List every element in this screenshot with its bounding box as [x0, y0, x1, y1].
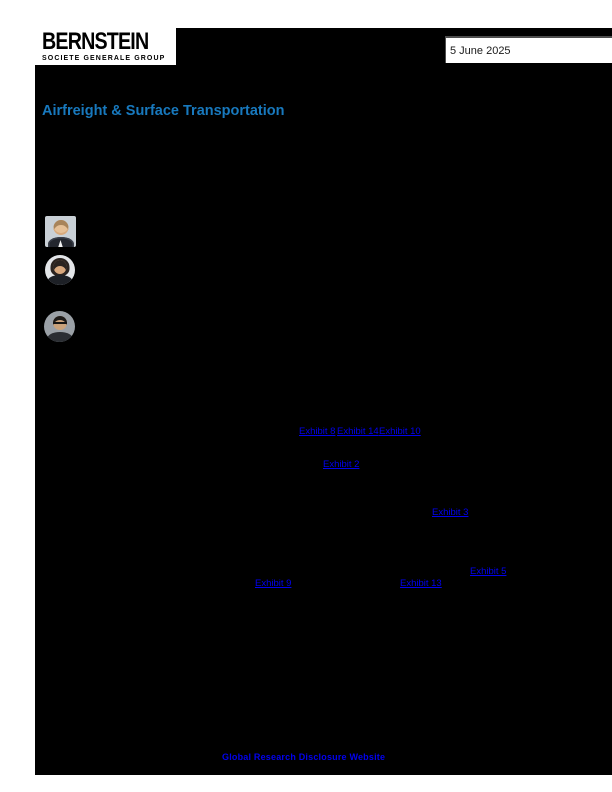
- report-title: Airfreight & Surface Transportation: [42, 103, 285, 119]
- exhibit-link-9[interactable]: Exhibit 9: [255, 578, 292, 589]
- exhibit-link-10[interactable]: Exhibit 10: [379, 426, 421, 437]
- publication-date-box: [445, 36, 612, 63]
- avatar-face-icon: [53, 220, 68, 235]
- exhibit-link-14[interactable]: Exhibit 14: [337, 426, 379, 437]
- exhibit-link-5[interactable]: Exhibit 5: [470, 566, 507, 577]
- report-body-redacted: [35, 28, 612, 775]
- exhibit-link-3[interactable]: Exhibit 3: [432, 507, 469, 518]
- brand-name: BERNSTEIN: [42, 28, 149, 55]
- analyst-avatar-1: [45, 216, 76, 247]
- brand-logo: [35, 28, 176, 65]
- avatar-glasses-icon: [53, 322, 67, 326]
- disclosure-website-link[interactable]: Global Research Disclosure Website: [222, 752, 386, 762]
- avatar-suit-icon: [47, 332, 73, 342]
- analyst-avatar-3: [44, 311, 75, 342]
- exhibit-link-13[interactable]: Exhibit 13: [400, 578, 442, 589]
- publication-date: 5 June 2025: [450, 44, 511, 57]
- avatar-face-icon: [54, 260, 67, 274]
- exhibit-link-8[interactable]: Exhibit 8: [299, 426, 336, 437]
- brand-subname: SOCIETE GENERALE GROUP: [42, 55, 166, 62]
- analyst-avatar-2: [45, 255, 75, 285]
- exhibit-link-2[interactable]: Exhibit 2: [323, 459, 360, 470]
- avatar-suit-icon: [47, 275, 73, 285]
